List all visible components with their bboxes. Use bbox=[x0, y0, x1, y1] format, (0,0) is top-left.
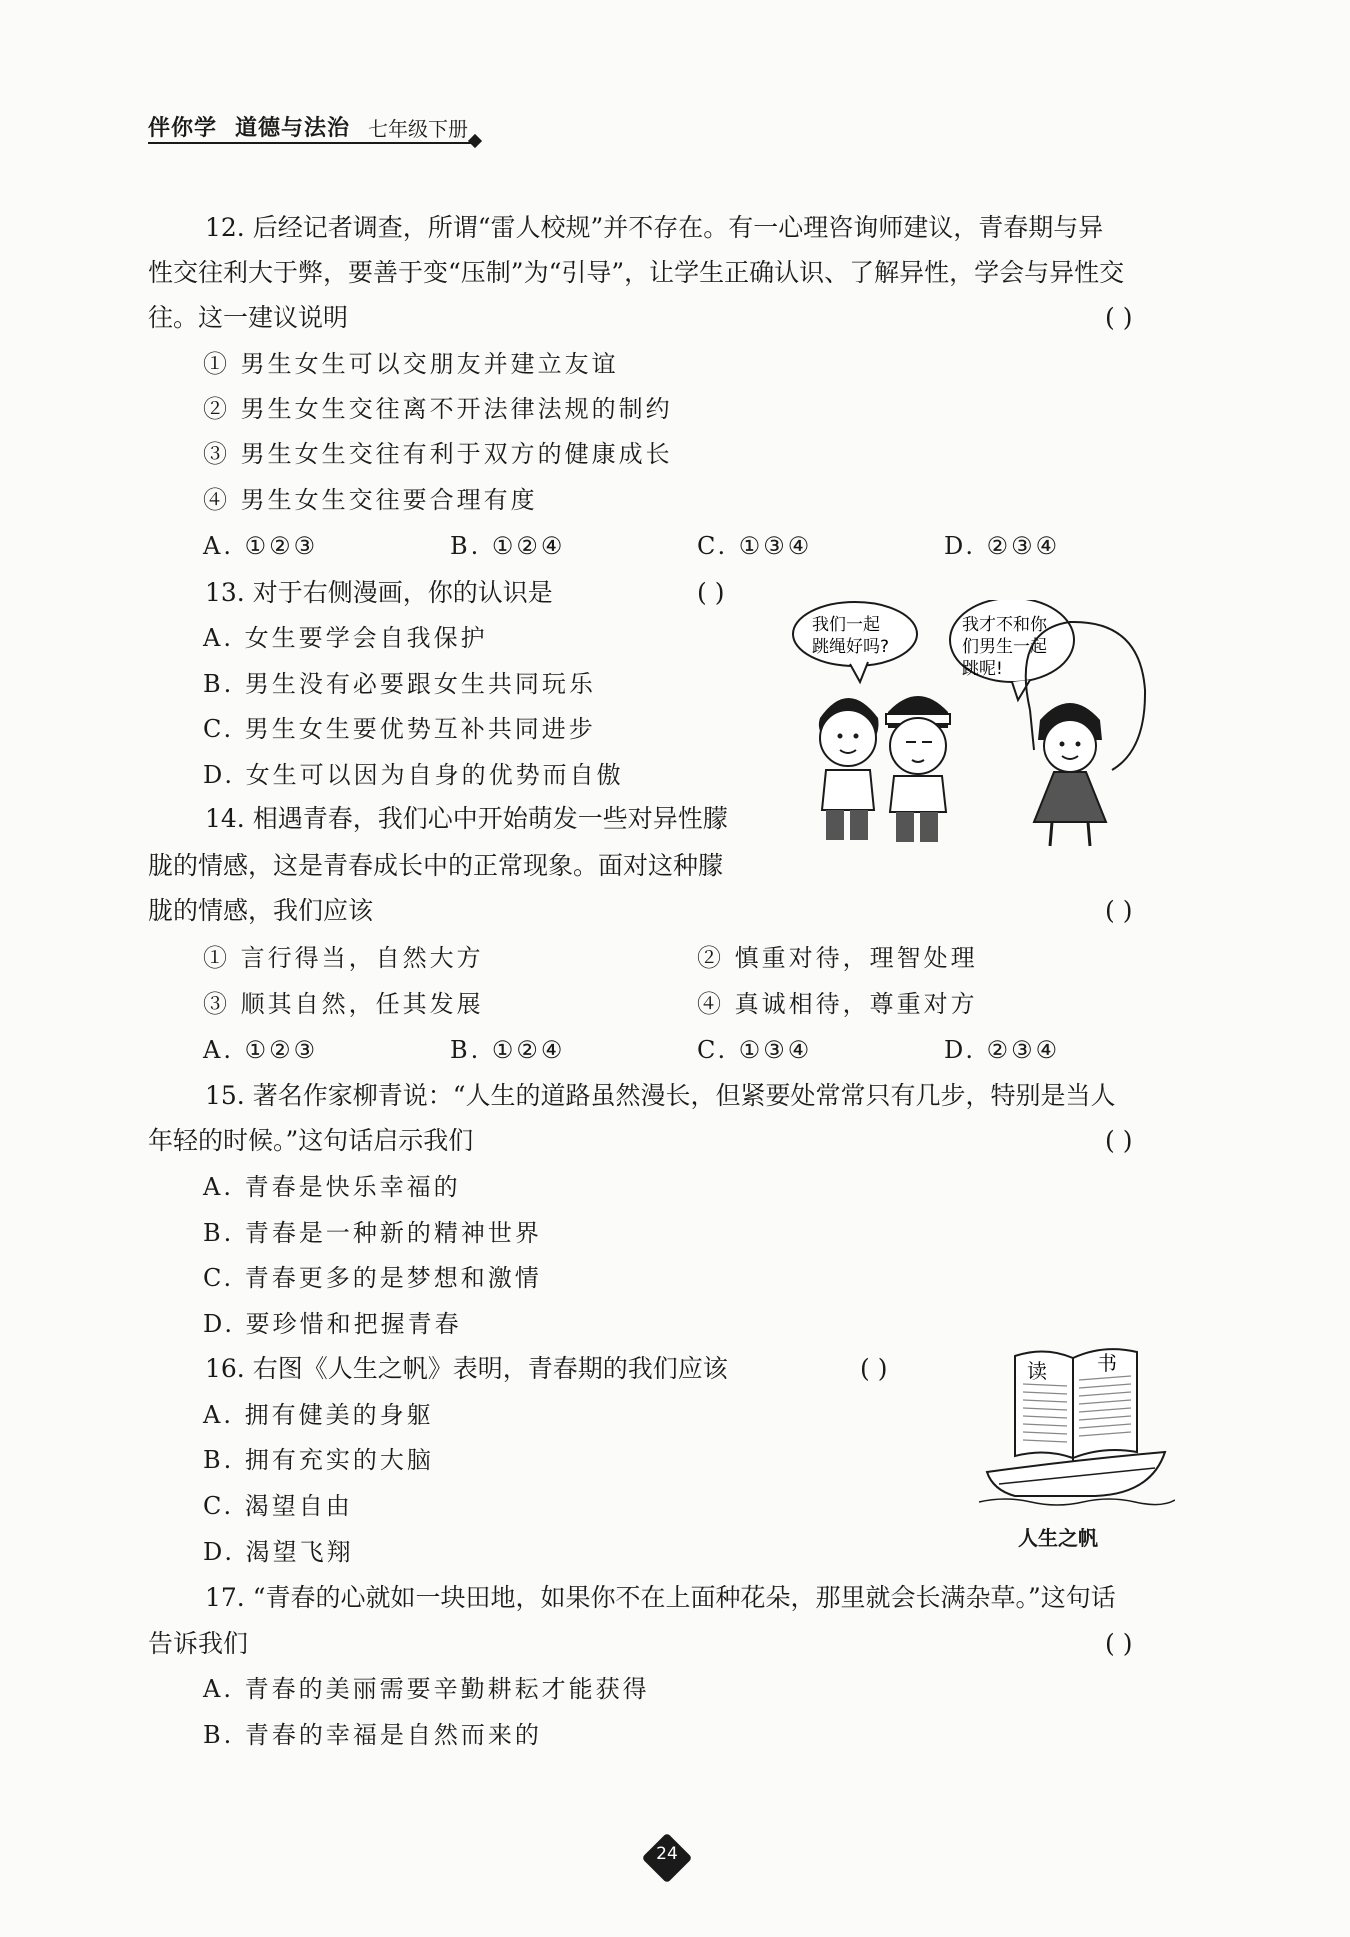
comic-illustration bbox=[790, 600, 1170, 850]
q15-choice-c: C. 青春更多的是梦想和激情 bbox=[203, 1264, 542, 1292]
q12-line-2: 性交往利大于弊，要善于变“压制”为“引导”，让学生正确认识、了解异性，学会与异性交 bbox=[148, 258, 1125, 287]
q15-line-2: 年轻的时候。”这句话启示我们 bbox=[148, 1126, 474, 1155]
sail-text-left: 读 bbox=[1027, 1359, 1047, 1383]
q12-line-1: 12. 后经记者调查，所谓“雷人校规”并不存在。有一心理咨询师建议，青春期与异 bbox=[205, 213, 1104, 242]
q16-choice-d: D. 渴望飞翔 bbox=[203, 1538, 354, 1566]
q15-choice-d: D. 要珍惜和把握青春 bbox=[203, 1310, 462, 1338]
q13-choice-b: B. 男生没有必要跟女生共同玩乐 bbox=[203, 670, 596, 698]
q16-choice-a: A. 拥有健美的身躯 bbox=[203, 1401, 434, 1429]
q17-choice-a: A. 青春的美丽需要辛勤耕耘才能获得 bbox=[203, 1675, 650, 1703]
q15-choice-a: A. 青春是快乐幸福的 bbox=[203, 1173, 461, 1201]
q14-choice-d: D. ②③④ bbox=[944, 1036, 1061, 1064]
q12-item-4: ④ 男生女生交往要合理有度 bbox=[203, 486, 538, 514]
boy-speech-line-2: 跳绳好吗? bbox=[812, 637, 890, 657]
q14-choice-c: C. ①③④ bbox=[697, 1036, 813, 1064]
q16-line-1: 16. 右图《人生之帆》表明，青春期的我们应该 bbox=[205, 1354, 728, 1383]
q12-choice-d: D. ②③④ bbox=[944, 532, 1061, 560]
page-number: 24 bbox=[656, 1844, 678, 1864]
q14-item-4: ④ 真诚相待，尊重对方 bbox=[697, 990, 978, 1018]
q14-answer-paren: ( ) bbox=[1105, 896, 1133, 925]
q12-line-3: 往。这一建议说明 bbox=[148, 303, 349, 332]
book-brand: 伴你学 bbox=[148, 116, 218, 141]
book-sail-boat-illustration bbox=[975, 1340, 1175, 1510]
q13-line-1: 13. 对于右侧漫画，你的认识是 bbox=[205, 578, 553, 607]
running-header bbox=[148, 112, 468, 142]
q14-line-1: 14. 相遇青春，我们心中开始萌发一些对异性朦 bbox=[205, 804, 728, 833]
q14-choice-b: B. ①②④ bbox=[450, 1036, 566, 1064]
q12-item-1: ① 男生女生可以交朋友并建立友谊 bbox=[203, 350, 619, 378]
q15-answer-paren: ( ) bbox=[1105, 1126, 1133, 1155]
boy-figure-2 bbox=[886, 696, 950, 842]
q14-choice-a: A. ①②③ bbox=[203, 1036, 319, 1064]
q15-choice-b: B. 青春是一种新的精神世界 bbox=[203, 1219, 542, 1247]
q14-line-3: 胧的情感，我们应该 bbox=[148, 896, 374, 925]
q14-line-2: 胧的情感，这是青春成长中的正常现象。面对这种朦 bbox=[148, 851, 724, 880]
q12-choice-a: A. ①②③ bbox=[203, 532, 319, 560]
q17-answer-paren: ( ) bbox=[1105, 1629, 1133, 1658]
boy-figure-1 bbox=[819, 698, 879, 840]
q12-item-3: ③ 男生女生交往有利于双方的健康成长 bbox=[203, 440, 673, 468]
q17-choice-b: B. 青春的幸福是自然而来的 bbox=[203, 1721, 542, 1749]
q12-choice-c: C. ①③④ bbox=[697, 532, 813, 560]
q13-choice-c: C. 男生女生要优势互补共同进步 bbox=[203, 715, 596, 743]
sail-text-right: 书 bbox=[1097, 1351, 1117, 1375]
book-subject: 道德与法治 bbox=[235, 116, 351, 141]
q17-line-1: 17. “青春的心就如一块田地，如果你不在上面种花朵，那里就会长满杂草。”这句话 bbox=[205, 1583, 1116, 1612]
q13-choice-d: D. 女生可以因为自身的优势而自傲 bbox=[203, 761, 624, 789]
q15-line-1: 15. 著名作家柳青说：“人生的道路虽然漫长，但紧要处常常只有几步，特别是当人 bbox=[205, 1081, 1116, 1110]
q16-choice-c: C. 渴望自由 bbox=[203, 1492, 353, 1520]
q14-item-2: ② 慎重对待，理智处理 bbox=[697, 944, 978, 972]
q12-answer-paren: ( ) bbox=[1105, 303, 1133, 332]
book-grade: 七年级下册 bbox=[368, 117, 469, 141]
q12-item-2: ② 男生女生交往离不开法律法规的制约 bbox=[203, 395, 673, 423]
header-rule bbox=[148, 142, 476, 144]
q16-answer-paren: ( ) bbox=[860, 1354, 888, 1383]
q14-item-3: ③ 顺其自然，任其发展 bbox=[203, 990, 484, 1018]
q14-item-1: ① 言行得当，自然大方 bbox=[203, 944, 484, 972]
girl-speech-line-2: 们男生一起 bbox=[962, 637, 1047, 657]
boy-speech-line-1: 我们一起 bbox=[812, 615, 880, 635]
figure-caption: 人生之帆 bbox=[1018, 1526, 1098, 1550]
q13-choice-a: A. 女生要学会自我保护 bbox=[203, 624, 488, 652]
q12-choice-b: B. ①②④ bbox=[450, 532, 566, 560]
girl-speech-line-1: 我才不和你 bbox=[962, 615, 1047, 635]
q17-line-2: 告诉我们 bbox=[148, 1629, 249, 1658]
girl-speech-line-3: 跳呢! bbox=[962, 659, 1003, 679]
q16-choice-b: B. 拥有充实的大脑 bbox=[203, 1446, 434, 1474]
q13-answer-paren: ( ) bbox=[697, 578, 725, 607]
header-diamond-icon bbox=[468, 134, 482, 148]
page-number-badge bbox=[641, 1832, 693, 1884]
